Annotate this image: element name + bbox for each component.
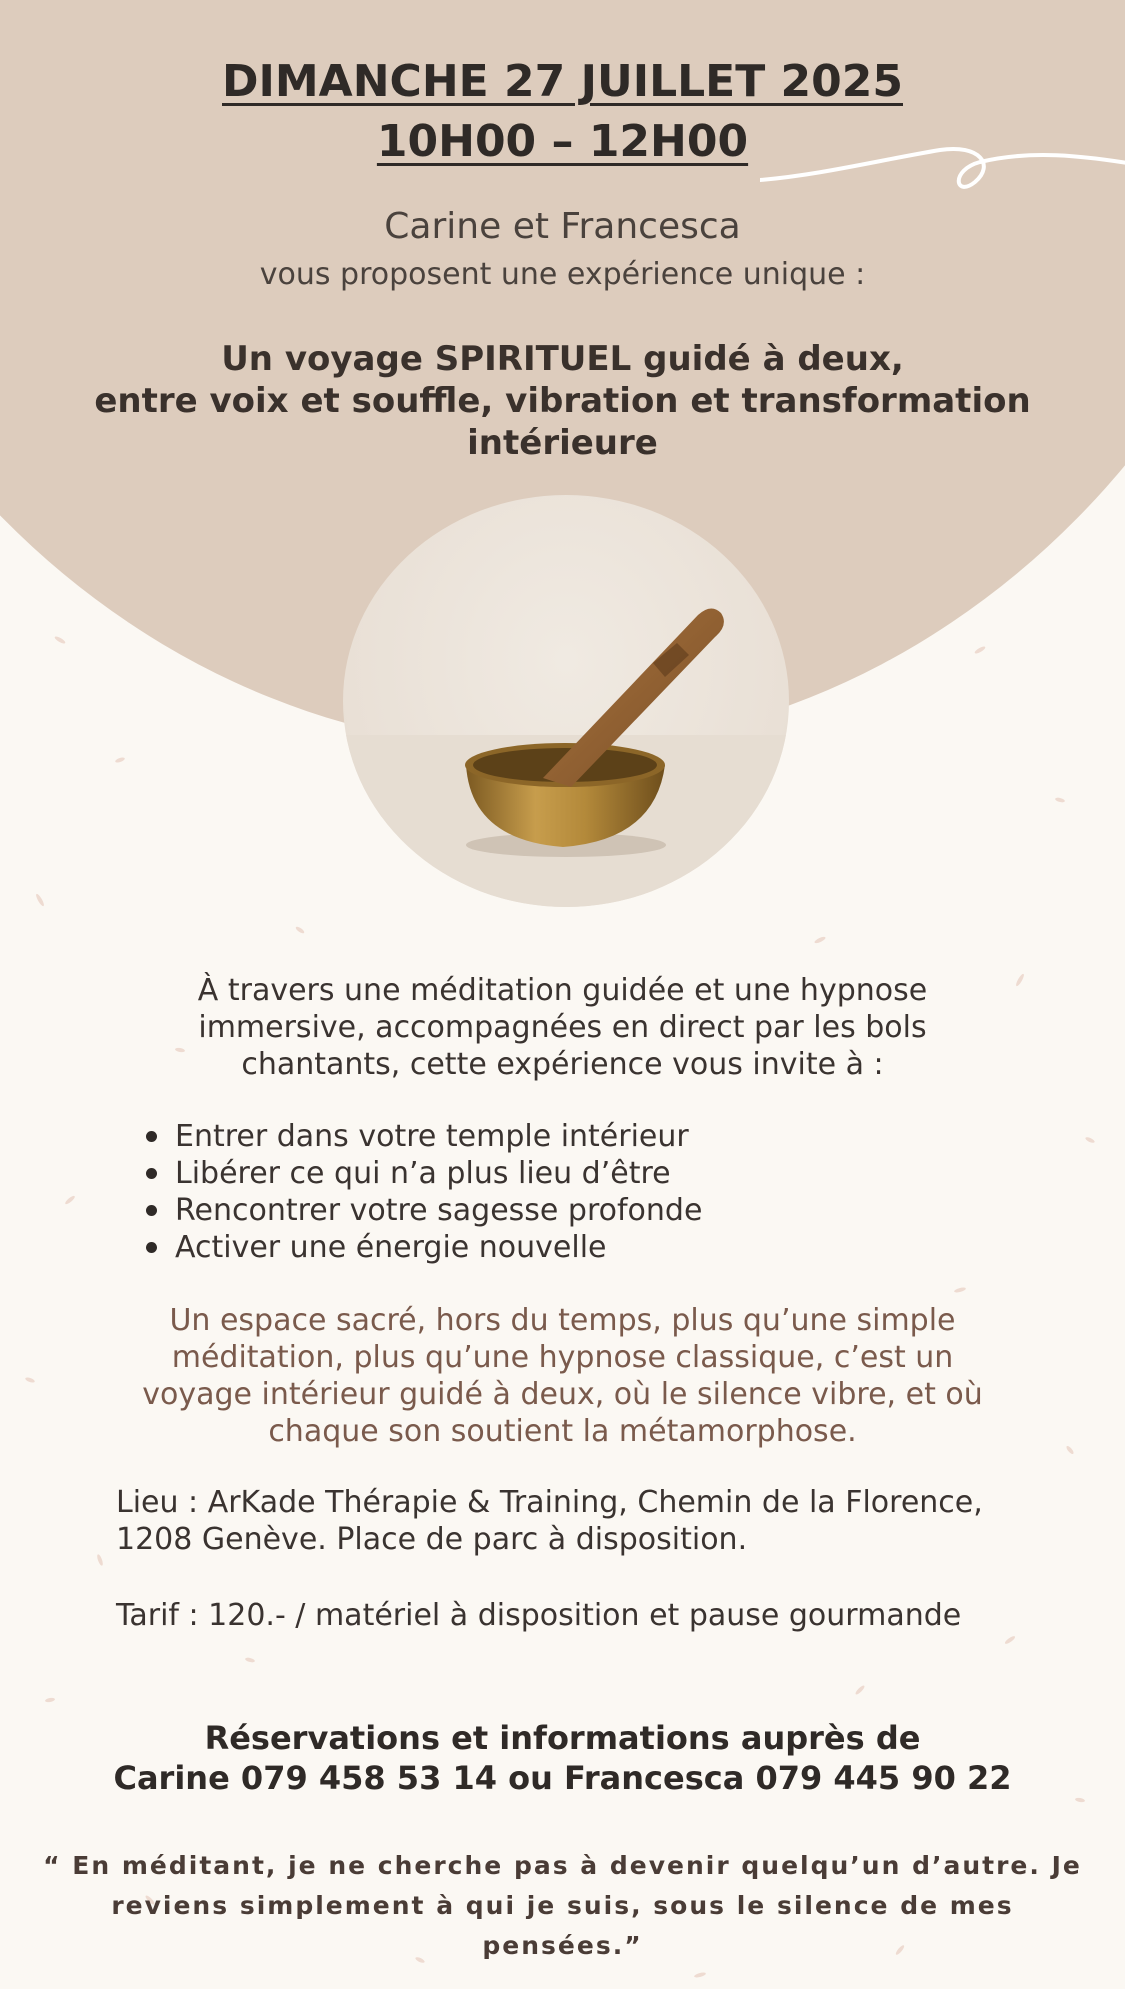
tagline — [0, 338, 1125, 464]
event-time: 10H00 – 12H00 — [376, 116, 749, 167]
bullet-dot-icon — [146, 1131, 157, 1142]
tagline-line: Un voyage SPIRITUEL guidé à deux, — [221, 339, 904, 379]
tagline-line: entre voix et souffle, vibration et transformation — [94, 381, 1031, 421]
intro-line: vous proposent une expérience unique : — [259, 257, 866, 292]
list-item: Entrer dans votre temple intérieur — [142, 1118, 702, 1155]
tagline-line: intérieure — [467, 423, 658, 463]
venue-info: Lieu : ArKade Thérapie & Training, Chemin de la Florence, 1208 Genève. Place de parc à disposition. — [116, 1485, 983, 1557]
price-info: Tarif : 120.- / matériel à disposition et pause gourmande — [116, 1598, 962, 1633]
bullet-dot-icon — [146, 1205, 157, 1216]
description-line: À travers une méditation guidée et une hypnose — [197, 973, 928, 1008]
benefits-list — [142, 1118, 702, 1266]
bullet-dot-icon — [146, 1242, 157, 1253]
description-line: chantants, cette expérience vous invite à : — [241, 1047, 884, 1082]
description — [0, 972, 1125, 1083]
closing-quote: “ En méditant, je ne cherche pas à devenir quelqu’un d’autre. Je reviens simplement à qui je suis, sous le silence de mes pensées.” — [43, 1851, 1082, 1960]
hosts: Carine et Francesca — [384, 206, 741, 247]
description-line: immersive, accompagnées en direct par les bols — [198, 1010, 927, 1045]
list-item: Activer une énergie nouvelle — [142, 1229, 702, 1266]
sacred-space-paragraph: Un espace sacré, hors du temps, plus qu’une simple méditation, plus qu’une hypnose classique, c’est un voyage intérieur guidé à deux, où le silence vibre, et où chaque son soutient la métamorphose. — [142, 1303, 983, 1449]
singing-bowl-image — [343, 495, 789, 907]
list-item: Libérer ce qui n’a plus lieu d’être — [142, 1155, 702, 1192]
bullet-dot-icon — [146, 1168, 157, 1179]
reservation-contact: Réservations et informations auprès de Carine 079 458 53 14 ou Francesca 079 445 90 22 — [113, 1719, 1012, 1797]
list-item: Rencontrer votre sagesse profonde — [142, 1192, 702, 1229]
event-date-time — [0, 52, 1125, 172]
event-date: DIMANCHE 27 JUILLET 2025 — [222, 56, 903, 107]
